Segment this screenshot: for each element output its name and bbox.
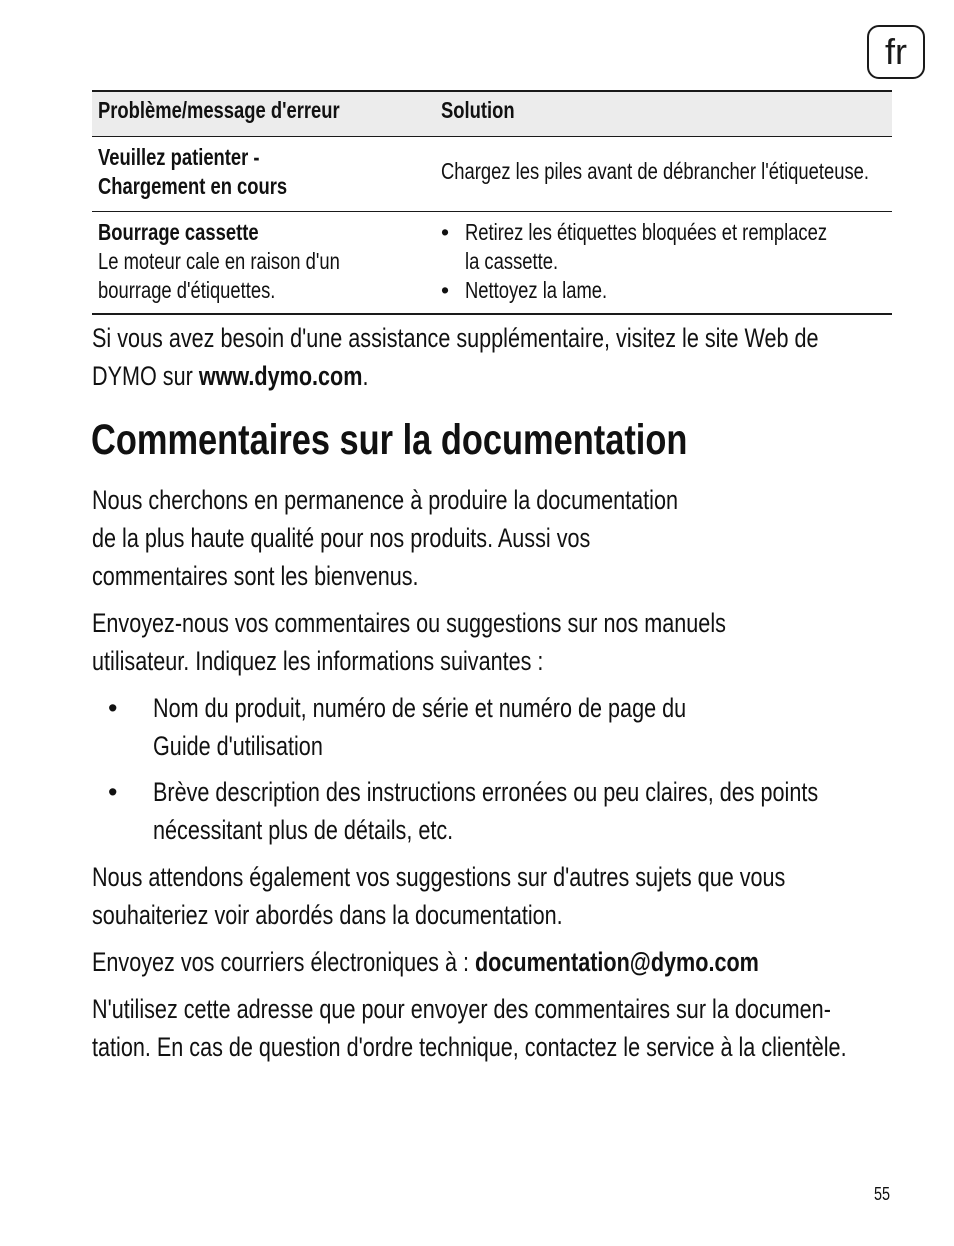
row2-solution-1: Retirez les étiquettes bloquées et remplacez la cassette. [465, 219, 828, 274]
email-paragraph: Envoyez vos courriers électroniques à : documentation@dymo.com [92, 947, 759, 977]
intro-paragraph: Nous cherchons en permanence à produire la documentation de la plus haute qualité pour nos produits. Aussi vos commentaires sont les bienvenus. [92, 485, 678, 591]
row1-solution: Chargez les piles avant de débrancher l'étiqueteuse. [441, 158, 870, 184]
support-url[interactable]: www.dymo.com [198, 361, 363, 391]
row1-problem-title: Veuillez patienter - Chargement en cours [98, 144, 288, 199]
email-link[interactable]: documentation@dymo.com [474, 947, 759, 977]
list-bullet-1: • [108, 693, 118, 723]
language-badge: fr [867, 25, 925, 79]
list-item-1: Nom du produit, numéro de série et numéro de page du Guide d'utilisation [153, 693, 687, 761]
row2-problem: Bourrage cassette Le moteur cale en raison d'un bourrage d'étiquettes. [98, 219, 340, 303]
row2-bullet-1: • [441, 219, 450, 245]
section-heading: Commentaires sur la documentation [91, 416, 688, 464]
table-row-rule [92, 211, 892, 212]
send-paragraph: Envoyez-nous vos commentaires ou suggestions sur nos manuels utilisateur. Indiquez les informations suivantes : [92, 608, 726, 676]
other-paragraph: Nous attendons également vos suggestions sur d'autres sujets que vous souhaiteriez voir abordés dans la documentation. [92, 862, 786, 930]
note-paragraph: N'utilisez cette adresse que pour envoyer des commentaires sur la documen- tation. En cas de question d'ordre technique, contactez le service à la clientèle. [92, 994, 847, 1062]
page-number: 55 [874, 1184, 891, 1204]
row2-bullet-2: • [441, 277, 450, 303]
table-bottom-rule [92, 313, 892, 315]
support-paragraph: Si vous avez besoin d'une assistance supplémentaire, visitez le site Web de DYMO sur www.dymo.com. [92, 323, 819, 391]
list-bullet-2: • [108, 777, 118, 807]
list-item-2: Brève description des instructions erronées ou peu claires, des points nécessitant plus de détails, etc. [153, 777, 819, 845]
table-header-rule [92, 136, 892, 137]
header-problem: Problème/message d'erreur [98, 97, 340, 123]
row2-solution-2: Nettoyez la lame. [465, 277, 608, 303]
header-solution: Solution [441, 97, 515, 123]
table-top-rule [92, 90, 892, 92]
